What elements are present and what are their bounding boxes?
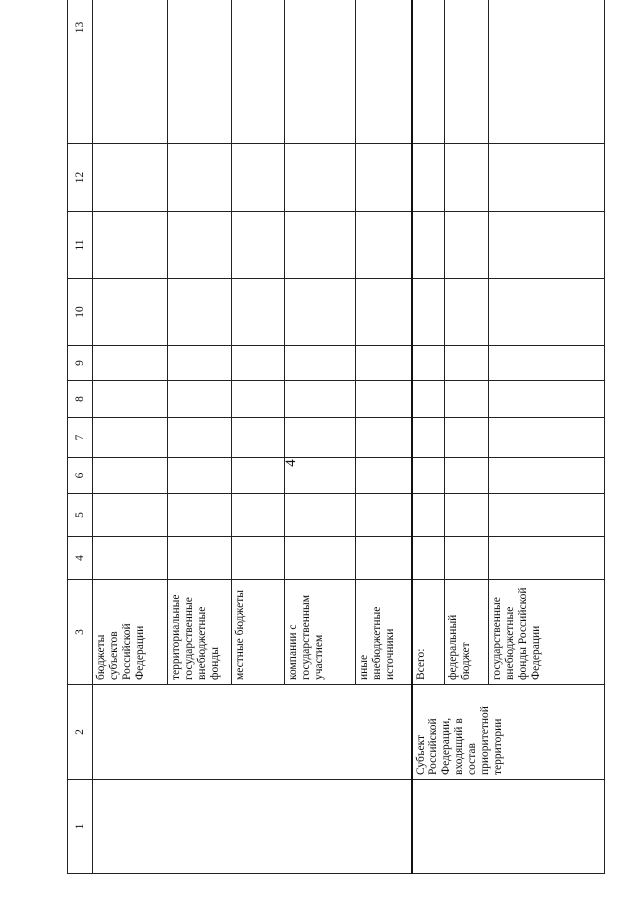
data-cell	[93, 418, 168, 458]
data-cell	[93, 346, 168, 381]
data-cell	[285, 212, 356, 279]
data-cell	[445, 212, 489, 279]
row-label-text: государственные внебюджетные фонды Российской Федерации	[491, 587, 542, 680]
row-label	[412, 580, 445, 685]
data-cell	[412, 0, 445, 144]
data-cell	[412, 494, 445, 537]
block1-col2	[93, 685, 412, 780]
page-number: 4	[283, 459, 299, 467]
block2-col1	[412, 780, 605, 874]
data-cell	[232, 279, 285, 346]
header-cell: 10	[68, 279, 93, 346]
row-label	[489, 580, 605, 685]
header-cell: 2	[68, 685, 93, 780]
row-label	[356, 580, 412, 685]
data-cell	[445, 279, 489, 346]
data-cell	[93, 494, 168, 537]
header-cell: 5	[68, 494, 93, 537]
data-cell	[489, 494, 605, 537]
data-cell	[168, 0, 232, 144]
data-cell	[445, 144, 489, 212]
data-cell	[168, 381, 232, 418]
header-cell: 3	[68, 580, 93, 685]
data-cell	[489, 144, 605, 212]
data-cell	[93, 458, 168, 494]
row-label	[232, 580, 285, 685]
data-cell	[412, 144, 445, 212]
data-cell	[285, 346, 356, 381]
row-label	[168, 580, 232, 685]
row-label-text: территориальные государственные внебюджетные фонды	[170, 594, 221, 680]
data-table	[67, 0, 605, 874]
data-cell	[412, 537, 445, 580]
row-label-text: компании с государственным участием	[287, 594, 325, 680]
data-cell	[445, 458, 489, 494]
data-cell	[168, 458, 232, 494]
data-cell	[445, 346, 489, 381]
rotated-table-wrapper	[67, 12, 604, 874]
row-label-text: местные бюджеты	[234, 589, 246, 680]
row-label	[285, 580, 356, 685]
data-cell	[489, 212, 605, 279]
data-cell	[93, 0, 168, 144]
data-cell	[356, 418, 412, 458]
data-cell	[285, 279, 356, 346]
header-cell: 9	[68, 346, 93, 381]
data-cell	[489, 346, 605, 381]
data-cell	[232, 418, 285, 458]
data-cell	[412, 418, 445, 458]
data-cell	[356, 494, 412, 537]
row-label-text: федеральный бюджет	[447, 614, 472, 680]
data-cell	[356, 144, 412, 212]
header-cell: 11	[68, 212, 93, 279]
data-cell	[489, 279, 605, 346]
row-label-text: Всего:	[414, 648, 427, 680]
data-cell	[412, 381, 445, 418]
data-cell	[445, 418, 489, 458]
data-cell	[285, 381, 356, 418]
header-cell: 7	[68, 418, 93, 458]
data-cell	[356, 279, 412, 346]
data-cell	[445, 0, 489, 144]
data-cell	[232, 381, 285, 418]
data-cell	[93, 212, 168, 279]
data-cell	[285, 144, 356, 212]
header-cell: 8	[68, 381, 93, 418]
data-cell	[356, 0, 412, 144]
data-cell	[232, 537, 285, 580]
data-cell	[489, 381, 605, 418]
header-row	[68, 0, 93, 874]
block1-col1	[93, 780, 412, 874]
data-cell	[93, 537, 168, 580]
data-cell	[232, 346, 285, 381]
data-cell	[168, 144, 232, 212]
header-cell: 13	[68, 0, 93, 144]
header-cell: 12	[68, 144, 93, 212]
data-cell	[412, 458, 445, 494]
data-cell	[412, 212, 445, 279]
data-cell	[285, 458, 356, 494]
data-cell	[489, 418, 605, 458]
data-cell	[489, 0, 605, 144]
data-cell	[93, 279, 168, 346]
data-cell	[232, 144, 285, 212]
data-cell	[356, 346, 412, 381]
data-cell	[232, 494, 285, 537]
data-cell	[168, 494, 232, 537]
data-cell	[412, 279, 445, 346]
data-cell	[285, 0, 356, 144]
block2-col2	[412, 685, 605, 780]
data-cell	[285, 418, 356, 458]
data-cell	[489, 537, 605, 580]
row-label	[93, 580, 168, 685]
data-cell	[445, 537, 489, 580]
data-cell	[356, 381, 412, 418]
header-cell: 1	[68, 780, 93, 874]
header-cell: 4	[68, 537, 93, 580]
data-cell	[93, 144, 168, 212]
header-cell: 6	[68, 458, 93, 494]
data-cell	[232, 458, 285, 494]
data-cell	[356, 537, 412, 580]
row-label	[445, 580, 489, 685]
row-label-text: бюджеты субъектов Российской Федерации	[95, 623, 146, 680]
data-cell	[445, 494, 489, 537]
data-cell	[93, 381, 168, 418]
data-cell	[168, 418, 232, 458]
data-cell	[489, 458, 605, 494]
data-cell	[232, 0, 285, 144]
data-cell	[232, 212, 285, 279]
table-row	[93, 0, 168, 874]
data-cell	[285, 537, 356, 580]
table-row	[412, 0, 445, 874]
data-cell	[412, 346, 445, 381]
data-cell	[168, 279, 232, 346]
row-label-text: иные внебюджетные источники	[358, 606, 396, 680]
data-cell	[168, 212, 232, 279]
data-cell	[285, 494, 356, 537]
data-cell	[356, 458, 412, 494]
data-cell	[356, 212, 412, 279]
data-cell	[445, 381, 489, 418]
data-cell	[168, 346, 232, 381]
block2-subject-label: Субъект Российской Федерации, входящий в состав приоритетной территории	[414, 706, 504, 775]
data-cell	[168, 537, 232, 580]
